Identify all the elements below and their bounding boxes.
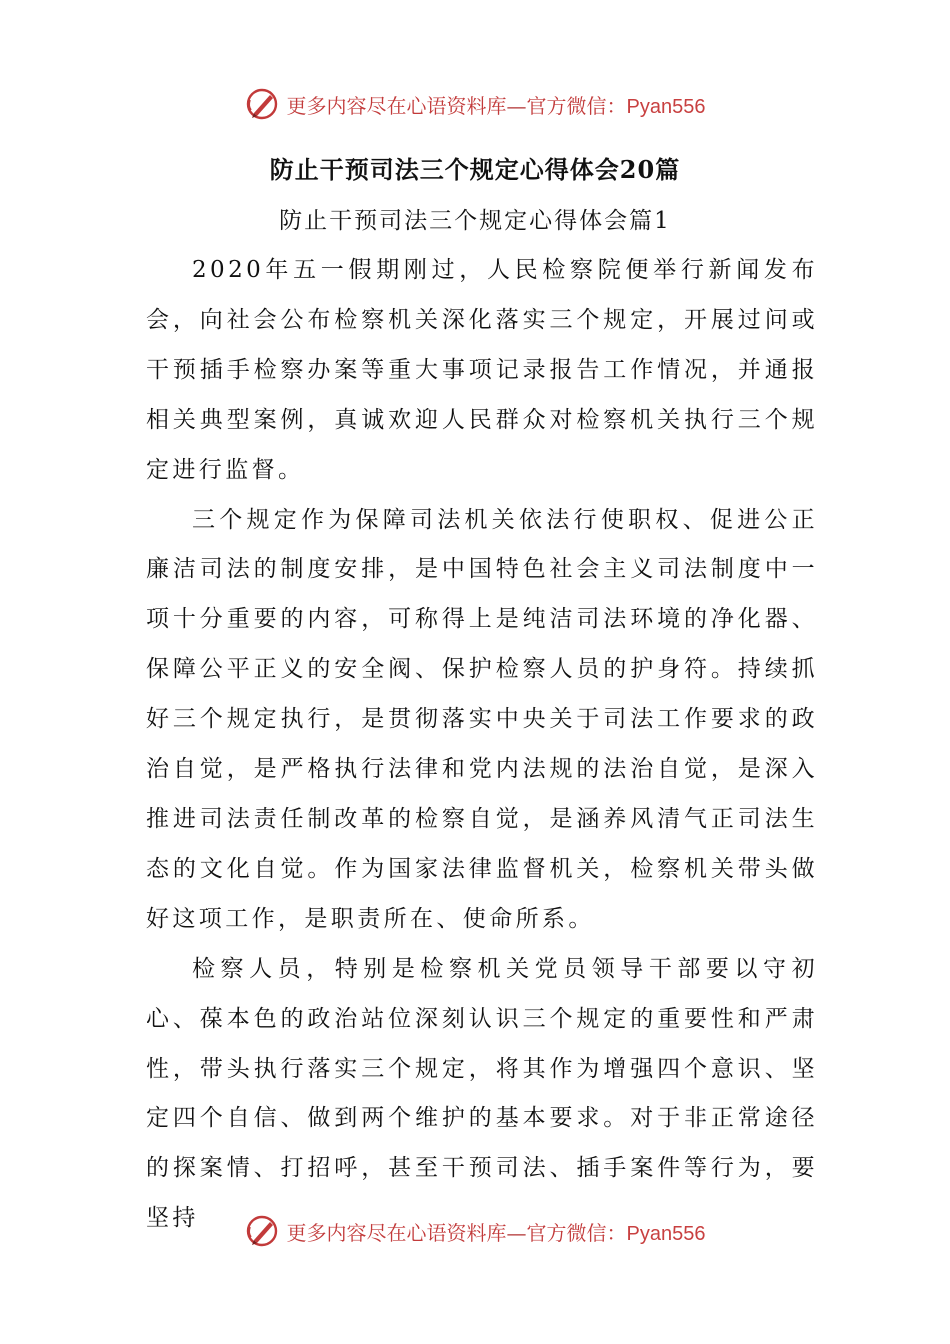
pen-logo-icon (245, 1213, 281, 1249)
header-banner-text (287, 90, 706, 119)
footer-banner-slogan: 更多内容尽在心语资料库 (286, 1220, 507, 1245)
footer-banner-text (287, 1217, 706, 1246)
header-banner-slogan: 更多内容尽在心语资料库 (286, 93, 507, 118)
header-banner-label: 官方微信： (526, 93, 627, 118)
paragraph-1: 2020年五一假期刚过，人民检察院便举行新闻发布会，向社会公布检察机关深化落实三个规定，开展过问或干预插手检察办案等重大事项记录报告工作情况，并通报相关典型案例，真诚欢迎人民群众对检察机关执行三个规定进行监督。 (146, 257, 818, 483)
document-title: 防止干预司法三个规定心得体会20篇 (269, 155, 681, 184)
footer-banner-content (245, 1213, 706, 1249)
document-body (146, 246, 818, 1244)
header-banner (0, 82, 950, 126)
header-banner-content (245, 86, 706, 122)
pen-logo-icon (245, 86, 281, 122)
header-banner-wechat: Pyan556 (626, 95, 706, 118)
header-banner-dash: — (506, 93, 527, 118)
document-subtitle: 防止干预司法三个规定心得体会篇1 (279, 208, 671, 234)
footer-banner-dash: — (506, 1220, 527, 1245)
paragraph-2: 三个规定作为保障司法机关依法行使职权、促进公正廉洁司法的制度安排，是中国特色社会主义司法制度中一项十分重要的内容，可称得上是纯洁司法环境的净化器、保障公平正义的安全阀、保护检察人员的护身符。持续抓好三个规定执行，是贯彻落实中央关于司法工作要求的政治自觉，是严格执行法律和党内法规的法治自觉，是深入推进司法责任制改革的检察自觉，是涵养风清气正司法生态的文化自觉。作为国家法律监督机关，检察机关带头做好这项工作，是职责所在、使命所系。 (146, 506, 818, 932)
footer-banner (0, 1209, 950, 1253)
footer-banner-label: 官方微信： (526, 1220, 627, 1245)
footer-banner-wechat: Pyan556 (626, 1222, 706, 1245)
paragraph-3: 检察人员，特别是检察机关党员领导干部要以守初心、葆本色的政治站位深刻认识三个规定的重要性和严肃性，带头执行落实三个规定，将其作为增强四个意识、坚定四个自信、做到两个维护的基本要求。对于非正常途径的探案情、打招呼，甚至干预司法、插手案件等行为，要坚持 (146, 955, 818, 1232)
